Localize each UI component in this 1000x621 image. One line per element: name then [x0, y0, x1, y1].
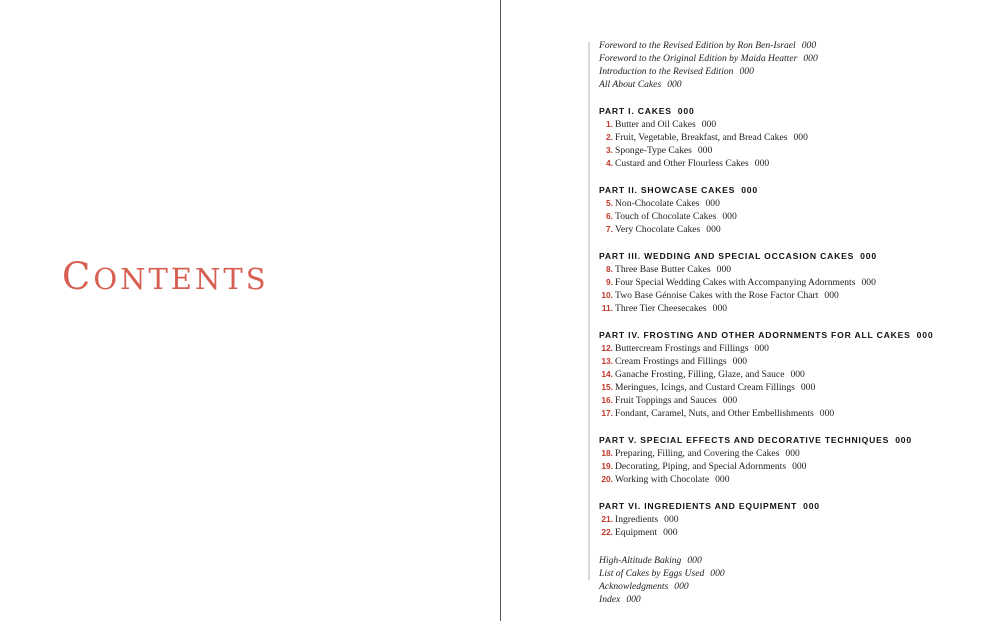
- chapter-page: 000: [861, 277, 876, 288]
- chapter-entry[interactable]: [599, 223, 979, 236]
- chapter-title: Preparing, Filling, and Covering the Cakes: [615, 448, 780, 459]
- part-6: [599, 500, 979, 539]
- part-heading[interactable]: [599, 105, 979, 118]
- chapter-entry[interactable]: [599, 526, 979, 539]
- front-matter-entry[interactable]: [599, 78, 979, 91]
- chapter-number: 4.: [606, 158, 613, 168]
- chapter-number: 18.: [601, 448, 613, 458]
- chapter-title: Ganache Frosting, Filling, Glaze, and Sauce: [615, 369, 785, 380]
- entry-title: Acknowledgments: [599, 581, 669, 592]
- chapter-entry[interactable]: [599, 144, 979, 157]
- chapter-entry[interactable]: [599, 473, 979, 486]
- entry-title: All About Cakes: [599, 79, 662, 90]
- chapter-title: Very Chocolate Cakes: [615, 224, 701, 235]
- back-matter: [599, 554, 979, 606]
- chapter-number: 10.: [601, 290, 613, 300]
- part-page: 000: [895, 435, 912, 445]
- chapter-entry[interactable]: [599, 131, 979, 144]
- part-heading[interactable]: [599, 329, 979, 342]
- chapter-number: 15.: [601, 382, 613, 392]
- chapter-title: Four Special Wedding Cakes with Accompanying Adornments: [615, 277, 856, 288]
- table-of-contents: [599, 39, 979, 606]
- chapter-title: Fruit, Vegetable, Breakfast, and Bread Cakes: [615, 132, 788, 143]
- chapter-title: Equipment: [615, 527, 658, 538]
- contents-title-rest: ONTENTS: [93, 262, 269, 296]
- chapter-page: 000: [715, 474, 730, 485]
- part-2: [599, 184, 979, 236]
- front-matter: [599, 39, 979, 91]
- entry-page: 000: [710, 568, 725, 579]
- part-title: PART I. CAKES: [599, 106, 672, 116]
- chapter-number: 3.: [606, 145, 613, 155]
- chapter-page: 000: [792, 461, 807, 472]
- front-matter-entry[interactable]: [599, 39, 979, 52]
- chapter-number: 20.: [601, 474, 613, 484]
- part-page: 000: [916, 330, 934, 340]
- entry-title: High-Altitude Baking: [599, 555, 682, 566]
- part-title: PART II. SHOWCASE CAKES: [599, 185, 736, 195]
- back-matter-entry[interactable]: [599, 554, 979, 567]
- right-page: [501, 0, 1000, 621]
- chapter-title: Three Tier Cheesecakes: [615, 303, 707, 314]
- chapter-page: 000: [819, 408, 835, 419]
- chapter-title: Buttercream Frostings and Fillings: [615, 343, 749, 354]
- chapter-entry[interactable]: [599, 289, 979, 302]
- chapter-number: 17.: [601, 408, 613, 418]
- chapter-number: 6.: [606, 211, 613, 221]
- chapter-page: 000: [754, 158, 770, 169]
- entry-title: Foreword to the Revised Edition by Ron Ben-Israel: [599, 40, 796, 51]
- part-heading[interactable]: [599, 434, 979, 447]
- contents-title: [62, 255, 269, 298]
- chapter-number: 21.: [601, 514, 613, 524]
- part-heading[interactable]: [599, 250, 979, 263]
- chapter-entry[interactable]: [599, 460, 979, 473]
- entry-title: List of Cakes by Eggs Used: [599, 568, 705, 579]
- chapter-title: Butter and Oil Cakes: [615, 119, 696, 130]
- entry-title: Foreword to the Original Edition by Maida Heatter: [599, 53, 798, 64]
- front-matter-entry[interactable]: [599, 52, 979, 65]
- chapter-number: 19.: [601, 461, 613, 471]
- chapter-entry[interactable]: [599, 210, 979, 223]
- chapter-page: 000: [701, 119, 717, 130]
- chapter-entry[interactable]: [599, 355, 979, 368]
- entry-page: 000: [687, 555, 702, 566]
- part-heading[interactable]: [599, 500, 979, 513]
- chapter-entry[interactable]: [599, 407, 979, 420]
- entry-page: 000: [803, 53, 818, 64]
- chapter-entry[interactable]: [599, 157, 979, 170]
- part-page: 000: [741, 185, 758, 195]
- chapter-title: Meringues, Icings, and Custard Cream Fillings: [615, 382, 795, 393]
- entry-title: Introduction to the Revised Edition: [599, 66, 734, 77]
- chapter-page: 000: [732, 356, 748, 367]
- part-1: [599, 105, 979, 170]
- chapter-page: 000: [722, 395, 738, 406]
- chapter-title: Fruit Toppings and Sauces: [615, 395, 717, 406]
- chapter-number: 8.: [606, 264, 613, 274]
- chapter-title: Ingredients: [615, 514, 659, 525]
- chapter-page: 000: [754, 343, 769, 354]
- chapter-number: 12.: [601, 343, 613, 353]
- chapter-number: 5.: [606, 198, 613, 208]
- part-page: 000: [677, 106, 695, 116]
- chapter-title: Cream Frostings and Fillings: [615, 356, 727, 367]
- chapter-entry[interactable]: [599, 276, 979, 289]
- chapter-number: 7.: [606, 224, 613, 234]
- part-title: PART V. SPECIAL EFFECTS AND DECORATIVE TECHNIQUES: [599, 435, 890, 445]
- chapter-title: Decorating, Piping, and Special Adornments: [615, 461, 787, 472]
- entry-title: Index: [599, 594, 621, 605]
- chapter-page: 000: [663, 527, 678, 538]
- chapter-page: 000: [664, 514, 679, 525]
- entry-page: 000: [674, 581, 689, 592]
- chapter-page: 000: [697, 145, 713, 156]
- chapter-page: 000: [800, 382, 816, 393]
- chapter-title: Three Base Butter Cakes: [615, 264, 711, 275]
- chapter-title: Fondant, Caramel, Nuts, and Other Embellishments: [615, 408, 814, 419]
- chapter-entry[interactable]: [599, 263, 979, 276]
- entry-page: 000: [626, 594, 641, 605]
- part-title: PART III. WEDDING AND SPECIAL OCCASION CAKES: [599, 251, 855, 261]
- part-page: 000: [803, 501, 820, 511]
- chapter-page: 000: [793, 132, 808, 143]
- chapter-page: 000: [722, 211, 737, 222]
- chapter-entry[interactable]: [599, 302, 979, 315]
- chapter-page: 000: [785, 448, 800, 459]
- back-matter-entry[interactable]: [599, 580, 979, 593]
- chapter-title: Non-Chocolate Cakes: [615, 198, 700, 209]
- chapter-page: 000: [716, 264, 732, 275]
- contents-title-cap: C: [62, 255, 94, 298]
- entry-page: 000: [739, 66, 754, 77]
- chapter-number: 1.: [606, 119, 613, 129]
- back-matter-entry[interactable]: [599, 567, 979, 580]
- chapter-title: Custard and Other Flourless Cakes: [615, 158, 749, 169]
- chapter-number: 14.: [601, 369, 613, 379]
- chapter-number: 13.: [601, 356, 613, 366]
- chapter-page: 000: [712, 303, 728, 314]
- chapter-entry[interactable]: [599, 118, 979, 131]
- chapter-entry[interactable]: [599, 368, 979, 381]
- chapter-entry[interactable]: [599, 394, 979, 407]
- chapter-title: Sponge-Type Cakes: [615, 145, 692, 156]
- chapter-title: Touch of Chocolate Cakes: [615, 211, 717, 222]
- chapter-title: Working with Chocolate: [615, 474, 710, 485]
- chapter-page: 000: [824, 290, 839, 301]
- chapter-page: 000: [706, 224, 721, 235]
- chapter-page: 000: [790, 369, 805, 380]
- part-page: 000: [860, 251, 877, 261]
- part-4: [599, 329, 979, 420]
- chapter-number: 2.: [606, 132, 613, 142]
- chapter-page: 000: [705, 198, 720, 209]
- toc-rule: [588, 42, 590, 580]
- chapter-entry[interactable]: [599, 381, 979, 394]
- chapter-entry[interactable]: [599, 342, 979, 355]
- entry-page: 000: [801, 40, 817, 51]
- part-heading[interactable]: [599, 184, 979, 197]
- part-title: PART IV. FROSTING AND OTHER ADORNMENTS FOR ALL CAKES: [599, 330, 911, 340]
- part-3: [599, 250, 979, 315]
- part-5: [599, 434, 979, 486]
- chapter-number: 16.: [601, 395, 613, 405]
- entry-page: 000: [667, 79, 682, 90]
- chapter-title: Two Base Génoise Cakes with the Rose Factor Chart: [615, 290, 819, 301]
- chapter-entry[interactable]: [599, 197, 979, 210]
- front-matter-entry[interactable]: [599, 65, 979, 78]
- chapter-entry[interactable]: [599, 513, 979, 526]
- back-matter-entry[interactable]: [599, 593, 979, 606]
- chapter-number: 9.: [606, 277, 613, 287]
- chapter-number: 11.: [601, 303, 613, 313]
- chapter-number: 22.: [601, 527, 613, 537]
- chapter-entry[interactable]: [599, 447, 979, 460]
- part-title: PART VI. INGREDIENTS AND EQUIPMENT: [599, 501, 798, 511]
